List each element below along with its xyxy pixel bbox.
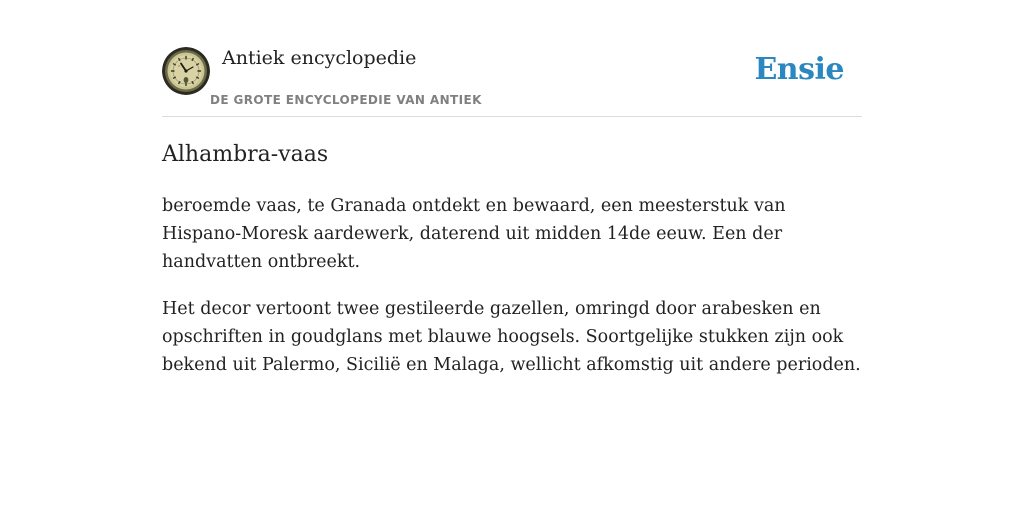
antique-clock-icon[interactable] (162, 47, 210, 95)
brand-logo-link[interactable]: Ensie (754, 52, 844, 87)
site-header (162, 46, 862, 117)
article-paragraph: beroemde vaas, te Granada ontdekt en bewaard, een meesterstuk van Hispano-Moresk aardewerk, daterend uit midden 14de eeuw. Een der handvatten ontbreekt. (162, 196, 786, 272)
article-content (162, 138, 862, 379)
article-title: Alhambra-vaas (162, 142, 329, 167)
site-subtitle: DE GROTE ENCYCLOPEDIE VAN ANTIEK (210, 93, 482, 107)
clock-logo-graphic (162, 47, 210, 95)
article-paragraph: Het decor vertoont twee gestileerde gazellen, omringd door arabesken en opschriften in goudglans met blauwe hoogsels. Soortgelijke stukken zijn ook bekend uit Palermo, Sicilië en Malaga, wellicht afkomstig uit andere perioden. (162, 299, 861, 375)
site-title[interactable]: Antiek encyclopedie (222, 47, 417, 69)
